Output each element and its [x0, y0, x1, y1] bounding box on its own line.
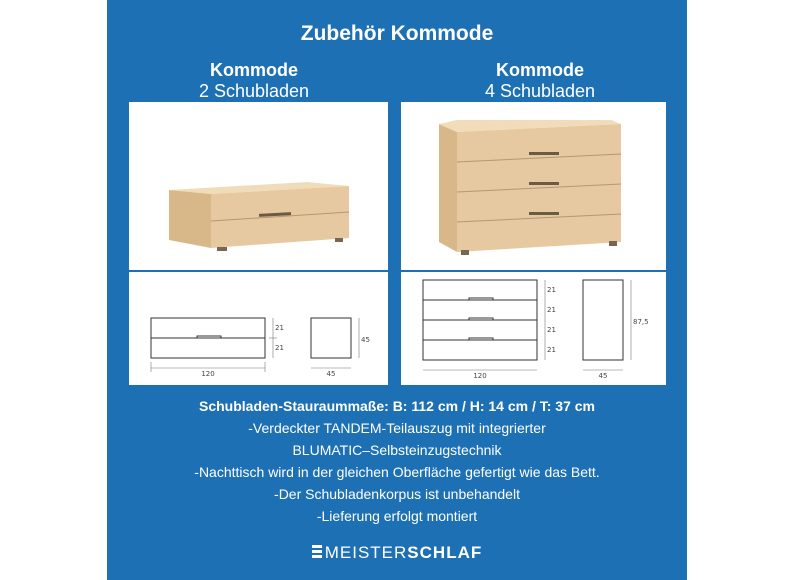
spec-line: -Nachttisch wird in der gleichen Oberfläche gefertigt wie das Bett. — [194, 464, 600, 480]
product-name: Kommode — [209, 60, 298, 80]
brand-bold: SCHLAF — [407, 543, 483, 562]
info-panel — [107, 0, 687, 580]
spec-line: -Verdeckter TANDEM-Teilauszug mit integrierter — [248, 420, 546, 436]
spec-line: BLUMATIC–Selbsteinzugstechnik — [292, 442, 502, 458]
page-title: Zubehör Kommode — [300, 22, 494, 45]
photo-4-drawers — [401, 102, 666, 270]
dim-drawer-3: 21 — [547, 326, 556, 334]
spec-line: -Der Schubladenkorpus ist unbehandelt — [274, 486, 520, 502]
dim-height: 45 — [361, 336, 370, 344]
drawing-2-drawers — [129, 272, 388, 385]
dresser-2-drawer-image — [129, 102, 388, 270]
brand-logo — [107, 543, 687, 563]
dim-width: 120 — [473, 372, 487, 380]
product-name: Kommode — [495, 60, 584, 80]
product-heading-4 — [410, 60, 670, 102]
dresser-4-drawer-image — [401, 102, 666, 270]
spec-headline: Schubladen-Stauraummaße: B: 112 cm / H: 14 cm / T: 37 cm — [198, 398, 596, 414]
drawing-4-drawers — [401, 272, 666, 385]
dim-drawer-4: 21 — [547, 346, 556, 354]
dim-depth: 45 — [598, 372, 608, 380]
product-subtitle: 2 Schubladen — [198, 81, 310, 101]
technical-drawing-4 — [401, 272, 666, 385]
dim-width: 120 — [201, 370, 215, 378]
brand-light: MEISTER — [324, 543, 408, 562]
dim-height: 87,5 — [633, 318, 649, 326]
dresser-icon — [312, 545, 322, 559]
dim-drawer-2: 21 — [547, 306, 556, 314]
dim-drawer-1: 21 — [547, 286, 556, 294]
dim-drawer-1: 21 — [275, 324, 284, 332]
dim-depth: 45 — [326, 370, 336, 378]
product-subtitle: 4 Schubladen — [484, 81, 596, 101]
product-heading-2 — [124, 60, 384, 102]
dim-drawer-2: 21 — [275, 344, 284, 352]
technical-drawing-2 — [129, 272, 388, 385]
photo-2-drawers — [129, 102, 388, 270]
spec-line: -Lieferung erfolgt montiert — [316, 508, 478, 524]
